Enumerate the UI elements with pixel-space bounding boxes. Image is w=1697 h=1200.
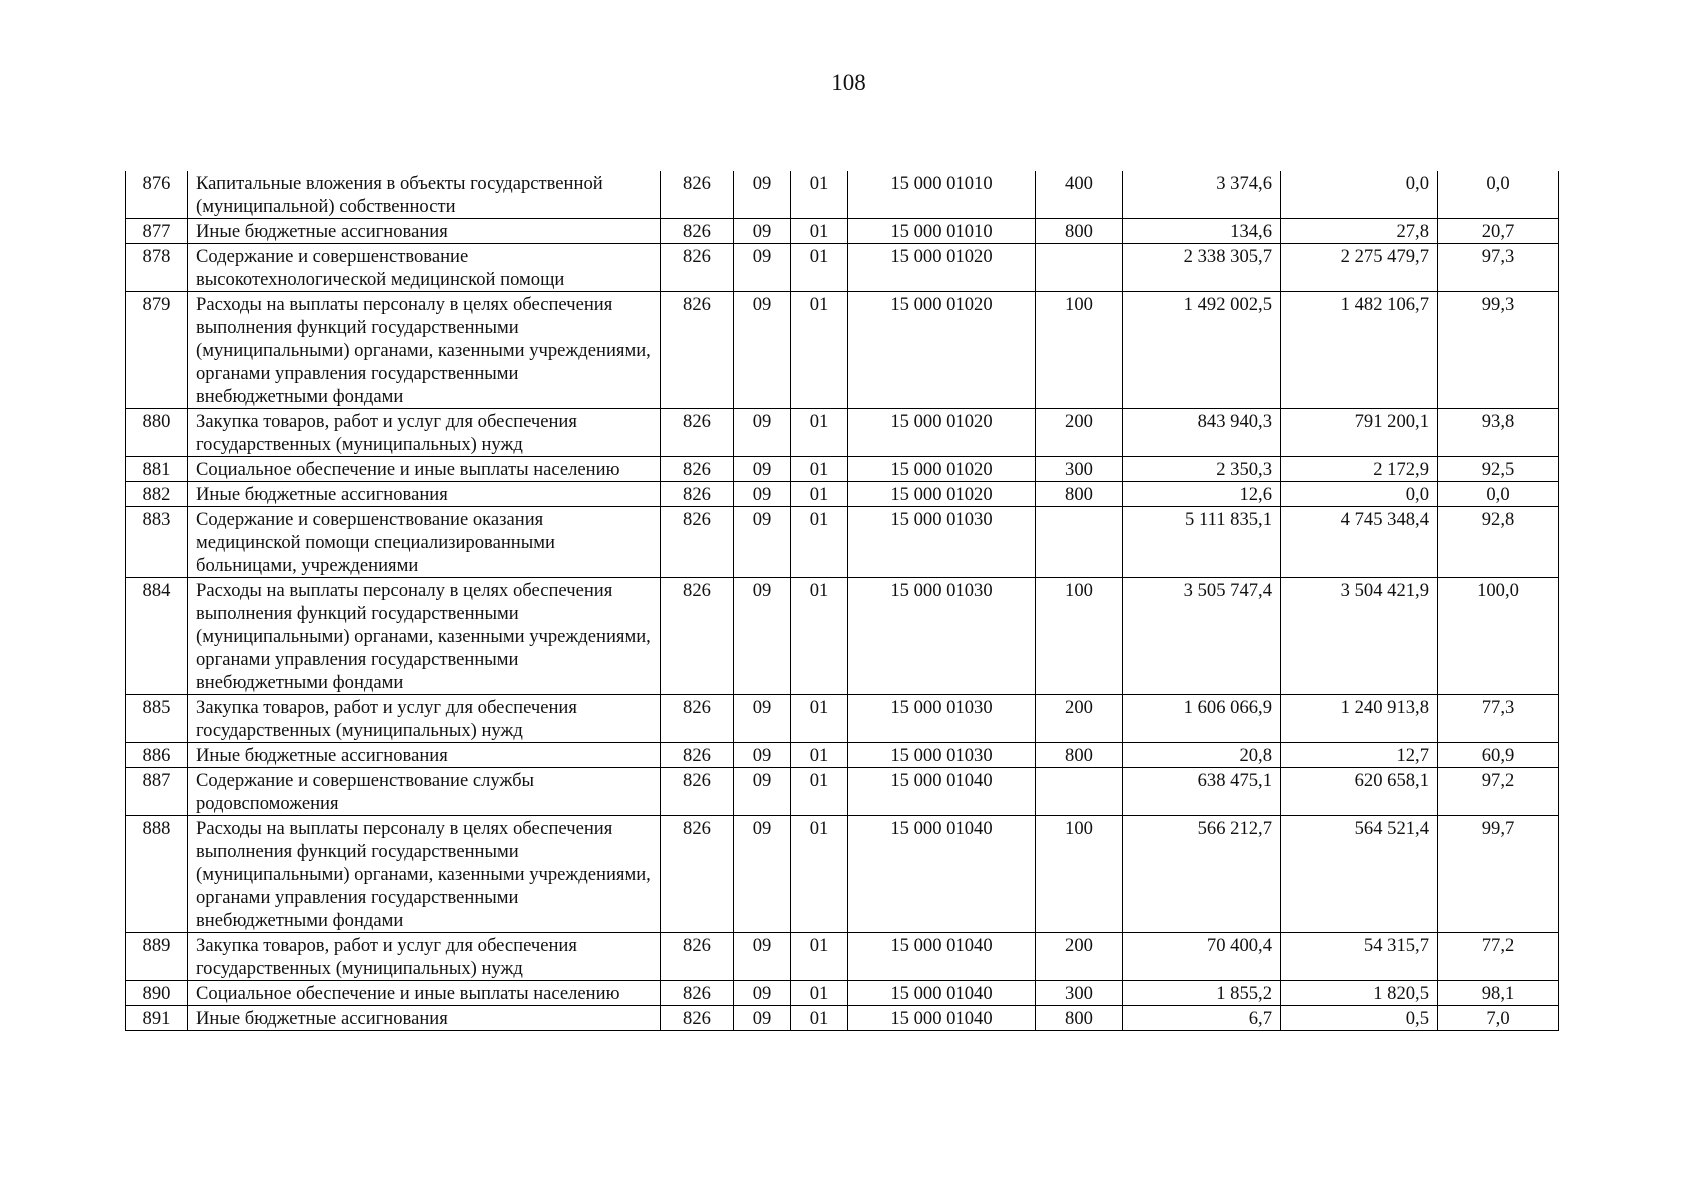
target-article-cell: 15 000 01020 (848, 409, 1036, 457)
section-code-cell: 09 (734, 695, 791, 743)
planned-amount-cell: 12,6 (1123, 482, 1281, 507)
target-article-cell: 15 000 01040 (848, 933, 1036, 981)
execution-percent-cell: 98,1 (1438, 981, 1559, 1006)
expense-name-cell: Расходы на выплаты персоналу в целях обеспечения выполнения функций государственными (муниципальными) органами, казенными учреждениями, органами управления государственными внебюджетными фондами (188, 816, 661, 933)
planned-amount-cell: 2 338 305,7 (1123, 244, 1281, 292)
expense-name-cell: Содержание и совершенствование высокотехнологической медицинской помощи (188, 244, 661, 292)
row-number-cell: 880 (126, 409, 188, 457)
expense-type-cell: 400 (1036, 171, 1123, 219)
page-number: 108 (831, 70, 866, 95)
table-row (126, 1006, 1559, 1031)
department-code-cell: 826 (661, 409, 734, 457)
department-code-cell: 826 (661, 219, 734, 244)
subsection-code-cell: 01 (791, 219, 848, 244)
section-code-cell: 09 (734, 244, 791, 292)
actual-amount-cell: 0,0 (1281, 482, 1438, 507)
row-number-cell: 887 (126, 768, 188, 816)
actual-amount-cell: 564 521,4 (1281, 816, 1438, 933)
department-code-cell: 826 (661, 816, 734, 933)
planned-amount-cell: 566 212,7 (1123, 816, 1281, 933)
execution-percent-cell: 99,3 (1438, 292, 1559, 409)
expense-type-cell: 100 (1036, 292, 1123, 409)
actual-amount-cell: 4 745 348,4 (1281, 507, 1438, 578)
planned-amount-cell: 134,6 (1123, 219, 1281, 244)
row-number-cell: 878 (126, 244, 188, 292)
actual-amount-cell: 1 482 106,7 (1281, 292, 1438, 409)
subsection-code-cell: 01 (791, 171, 848, 219)
table-row (126, 292, 1559, 409)
expense-type-cell: 800 (1036, 743, 1123, 768)
target-article-cell: 15 000 01040 (848, 768, 1036, 816)
table-row (126, 219, 1559, 244)
row-number-cell: 882 (126, 482, 188, 507)
row-number-cell: 890 (126, 981, 188, 1006)
subsection-code-cell: 01 (791, 933, 848, 981)
planned-amount-cell: 20,8 (1123, 743, 1281, 768)
expense-name-cell: Иные бюджетные ассигнования (188, 743, 661, 768)
actual-amount-cell: 3 504 421,9 (1281, 578, 1438, 695)
table-row (126, 695, 1559, 743)
section-code-cell: 09 (734, 1006, 791, 1031)
subsection-code-cell: 01 (791, 1006, 848, 1031)
target-article-cell: 15 000 01040 (848, 1006, 1036, 1031)
expense-type-cell (1036, 244, 1123, 292)
subsection-code-cell: 01 (791, 457, 848, 482)
department-code-cell: 826 (661, 743, 734, 768)
table-row (126, 768, 1559, 816)
section-code-cell: 09 (734, 171, 791, 219)
row-number-cell: 879 (126, 292, 188, 409)
row-number-cell: 884 (126, 578, 188, 695)
planned-amount-cell: 1 492 002,5 (1123, 292, 1281, 409)
expense-name-cell: Закупка товаров, работ и услуг для обеспечения государственных (муниципальных) нужд (188, 695, 661, 743)
expense-name-cell: Содержание и совершенствование оказания медицинской помощи специализированными больницами, учреждениями (188, 507, 661, 578)
row-number-cell: 881 (126, 457, 188, 482)
section-code-cell: 09 (734, 507, 791, 578)
row-number-cell: 883 (126, 507, 188, 578)
table-row (126, 816, 1559, 933)
target-article-cell: 15 000 01020 (848, 457, 1036, 482)
actual-amount-cell: 2 275 479,7 (1281, 244, 1438, 292)
execution-percent-cell: 20,7 (1438, 219, 1559, 244)
department-code-cell: 826 (661, 695, 734, 743)
section-code-cell: 09 (734, 768, 791, 816)
subsection-code-cell: 01 (791, 816, 848, 933)
section-code-cell: 09 (734, 816, 791, 933)
target-article-cell: 15 000 01020 (848, 292, 1036, 409)
expense-type-cell: 100 (1036, 816, 1123, 933)
department-code-cell: 826 (661, 457, 734, 482)
execution-percent-cell: 0,0 (1438, 482, 1559, 507)
subsection-code-cell: 01 (791, 743, 848, 768)
table-row (126, 409, 1559, 457)
actual-amount-cell: 12,7 (1281, 743, 1438, 768)
subsection-code-cell: 01 (791, 981, 848, 1006)
actual-amount-cell: 1 240 913,8 (1281, 695, 1438, 743)
table-row (126, 171, 1559, 219)
section-code-cell: 09 (734, 578, 791, 695)
execution-percent-cell: 97,3 (1438, 244, 1559, 292)
expense-type-cell: 200 (1036, 695, 1123, 743)
row-number-cell: 886 (126, 743, 188, 768)
expense-type-cell: 300 (1036, 981, 1123, 1006)
table-row (126, 507, 1559, 578)
planned-amount-cell: 70 400,4 (1123, 933, 1281, 981)
subsection-code-cell: 01 (791, 482, 848, 507)
table-row (126, 482, 1559, 507)
actual-amount-cell: 1 820,5 (1281, 981, 1438, 1006)
planned-amount-cell: 1 855,2 (1123, 981, 1281, 1006)
target-article-cell: 15 000 01030 (848, 743, 1036, 768)
execution-percent-cell: 7,0 (1438, 1006, 1559, 1031)
subsection-code-cell: 01 (791, 507, 848, 578)
expense-name-cell: Иные бюджетные ассигнования (188, 219, 661, 244)
actual-amount-cell: 54 315,7 (1281, 933, 1438, 981)
department-code-cell: 826 (661, 482, 734, 507)
expense-type-cell: 100 (1036, 578, 1123, 695)
planned-amount-cell: 6,7 (1123, 1006, 1281, 1031)
section-code-cell: 09 (734, 292, 791, 409)
planned-amount-cell: 3 505 747,4 (1123, 578, 1281, 695)
expense-type-cell: 800 (1036, 482, 1123, 507)
table-row (126, 244, 1559, 292)
row-number-cell: 876 (126, 171, 188, 219)
department-code-cell: 826 (661, 981, 734, 1006)
section-code-cell: 09 (734, 409, 791, 457)
expense-type-cell: 200 (1036, 933, 1123, 981)
expense-type-cell: 800 (1036, 1006, 1123, 1031)
execution-percent-cell: 77,2 (1438, 933, 1559, 981)
section-code-cell: 09 (734, 457, 791, 482)
row-number-cell: 885 (126, 695, 188, 743)
target-article-cell: 15 000 01010 (848, 219, 1036, 244)
execution-percent-cell: 0,0 (1438, 171, 1559, 219)
section-code-cell: 09 (734, 482, 791, 507)
target-article-cell: 15 000 01040 (848, 816, 1036, 933)
actual-amount-cell: 0,5 (1281, 1006, 1438, 1031)
planned-amount-cell: 638 475,1 (1123, 768, 1281, 816)
department-code-cell: 826 (661, 507, 734, 578)
actual-amount-cell: 791 200,1 (1281, 409, 1438, 457)
department-code-cell: 826 (661, 1006, 734, 1031)
execution-percent-cell: 99,7 (1438, 816, 1559, 933)
execution-percent-cell: 97,2 (1438, 768, 1559, 816)
target-article-cell: 15 000 01010 (848, 171, 1036, 219)
subsection-code-cell: 01 (791, 695, 848, 743)
actual-amount-cell: 27,8 (1281, 219, 1438, 244)
planned-amount-cell: 843 940,3 (1123, 409, 1281, 457)
department-code-cell: 826 (661, 768, 734, 816)
department-code-cell: 826 (661, 171, 734, 219)
section-code-cell: 09 (734, 219, 791, 244)
target-article-cell: 15 000 01040 (848, 981, 1036, 1006)
section-code-cell: 09 (734, 743, 791, 768)
section-code-cell: 09 (734, 981, 791, 1006)
row-number-cell: 888 (126, 816, 188, 933)
expense-type-cell: 800 (1036, 219, 1123, 244)
target-article-cell: 15 000 01020 (848, 482, 1036, 507)
department-code-cell: 826 (661, 933, 734, 981)
row-number-cell: 889 (126, 933, 188, 981)
section-code-cell: 09 (734, 933, 791, 981)
expense-type-cell (1036, 768, 1123, 816)
table-body (126, 171, 1559, 1031)
execution-percent-cell: 77,3 (1438, 695, 1559, 743)
department-code-cell: 826 (661, 292, 734, 409)
table-row (126, 457, 1559, 482)
planned-amount-cell: 1 606 066,9 (1123, 695, 1281, 743)
expense-name-cell: Социальное обеспечение и иные выплаты населению (188, 457, 661, 482)
expense-name-cell: Иные бюджетные ассигнования (188, 482, 661, 507)
subsection-code-cell: 01 (791, 292, 848, 409)
table-row (126, 933, 1559, 981)
expense-name-cell: Иные бюджетные ассигнования (188, 1006, 661, 1031)
expense-name-cell: Содержание и совершенствование службы родовспоможения (188, 768, 661, 816)
subsection-code-cell: 01 (791, 244, 848, 292)
actual-amount-cell: 2 172,9 (1281, 457, 1438, 482)
actual-amount-cell: 620 658,1 (1281, 768, 1438, 816)
execution-percent-cell: 60,9 (1438, 743, 1559, 768)
subsection-code-cell: 01 (791, 768, 848, 816)
row-number-cell: 891 (126, 1006, 188, 1031)
budget-table (125, 171, 1559, 1031)
execution-percent-cell: 92,5 (1438, 457, 1559, 482)
target-article-cell: 15 000 01020 (848, 244, 1036, 292)
subsection-code-cell: 01 (791, 578, 848, 695)
expense-name-cell: Расходы на выплаты персоналу в целях обеспечения выполнения функций государственными (муниципальными) органами, казенными учреждениями, органами управления государственными внебюджетными фондами (188, 578, 661, 695)
department-code-cell: 826 (661, 578, 734, 695)
table-row (126, 743, 1559, 768)
subsection-code-cell: 01 (791, 409, 848, 457)
expense-type-cell: 200 (1036, 409, 1123, 457)
row-number-cell: 877 (126, 219, 188, 244)
execution-percent-cell: 100,0 (1438, 578, 1559, 695)
department-code-cell: 826 (661, 244, 734, 292)
planned-amount-cell: 3 374,6 (1123, 171, 1281, 219)
expense-name-cell: Закупка товаров, работ и услуг для обеспечения государственных (муниципальных) нужд (188, 933, 661, 981)
target-article-cell: 15 000 01030 (848, 695, 1036, 743)
execution-percent-cell: 92,8 (1438, 507, 1559, 578)
expense-name-cell: Социальное обеспечение и иные выплаты населению (188, 981, 661, 1006)
planned-amount-cell: 2 350,3 (1123, 457, 1281, 482)
target-article-cell: 15 000 01030 (848, 507, 1036, 578)
table-row (126, 578, 1559, 695)
table-row (126, 981, 1559, 1006)
expense-name-cell: Расходы на выплаты персоналу в целях обеспечения выполнения функций государственными (муниципальными) органами, казенными учреждениями, органами управления государственными внебюджетными фондами (188, 292, 661, 409)
execution-percent-cell: 93,8 (1438, 409, 1559, 457)
expense-name-cell: Закупка товаров, работ и услуг для обеспечения государственных (муниципальных) нужд (188, 409, 661, 457)
actual-amount-cell: 0,0 (1281, 171, 1438, 219)
expense-name-cell: Капитальные вложения в объекты государственной (муниципальной) собственности (188, 171, 661, 219)
planned-amount-cell: 5 111 835,1 (1123, 507, 1281, 578)
expense-type-cell: 300 (1036, 457, 1123, 482)
target-article-cell: 15 000 01030 (848, 578, 1036, 695)
expense-type-cell (1036, 507, 1123, 578)
